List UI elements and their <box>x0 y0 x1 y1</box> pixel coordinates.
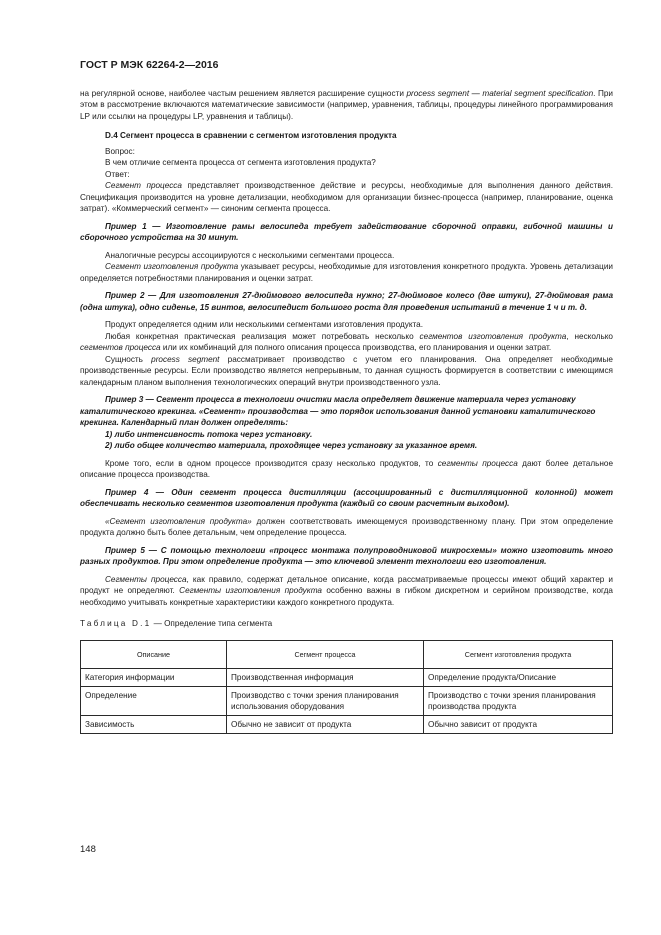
paragraph-implementation <box>80 331 613 354</box>
table-caption-text: — Определение типа сегмента <box>151 619 273 628</box>
table-cell: Производственная информация <box>227 668 424 686</box>
column-header-product-segment: Сегмент изготовления продукта <box>424 640 613 668</box>
italic-term: process segment — material segment specification <box>406 88 594 98</box>
table-cell: Определение продукта/Описание <box>424 668 613 686</box>
example-2-text: — Для изготовления 27-дюймового велосипеда нужно; 27-дюймовое колесо (две штуки), 27-дюймовая рама (одна штука), одно сиденье, 15 винтов, велосипедист большого роста для проведения испытаний в течение 1 ч и т. д. <box>80 291 613 312</box>
italic-term: Сегменты процесса <box>105 574 187 584</box>
italic-term: Сегменты изготовления продукта <box>179 586 322 595</box>
text-run: , несколько <box>566 331 613 341</box>
example-5-label: Пример 5 <box>105 545 145 555</box>
question-text: В чем отличие сегмента процесса от сегмента изготовления продукта? <box>105 158 376 167</box>
answer-text <box>80 180 613 215</box>
paragraph-product-definition <box>80 319 613 331</box>
example-3-item: 1) либо интенсивность потока через установку. <box>105 429 313 439</box>
italic-term: process segment <box>151 354 220 364</box>
table-cell: Зависимость <box>81 715 227 733</box>
text-run: Кроме того, если в одном процессе производится сразу несколько продуктов, то <box>105 458 438 468</box>
paragraph-production-plan <box>80 516 613 539</box>
text-run: или их комбинаций для полного описания процесса производства, его планирования и оценки затрат. <box>160 343 552 352</box>
paragraph-multiple-products <box>80 458 613 481</box>
italic-term: сегменты процесса <box>437 458 518 468</box>
table-row <box>81 686 613 715</box>
example-2 <box>80 290 613 313</box>
segment-type-table <box>80 640 613 734</box>
text-run: рассматривает производство с учетом его планирования. Она определяет необходимые производственные ресурсы. Если производство является непрерывным, то данная сущность формируется в соответствии с имеющимся календарным планом выполнения технологических операций внутри производственного узла. <box>80 354 613 387</box>
example-2-label: Пример 2 <box>105 291 145 300</box>
example-3 <box>80 394 613 429</box>
table-cell: Определение <box>81 686 227 715</box>
example-3-text: — Сегмент процесса в технологии очистки масла определяет движение материала через установку каталитического крекинга. «Сегмент» производства — это порядок использования данной установки каталитического крекинга. Календарный план должен определять: <box>80 395 596 427</box>
example-5 <box>80 545 613 568</box>
text-run: Сущность <box>105 354 152 364</box>
text-run: должен соответствовать имеющемуся производственному плану. При этом определение продукта должно быть более детальным, чем определение процесса. <box>80 516 613 537</box>
intro-paragraph <box>80 88 613 123</box>
table-cell: Обычно не зависит от продукта <box>227 715 424 733</box>
table-cell: Производство с точки зрения планирования производства продукта <box>424 686 613 715</box>
paragraph-process-segment <box>80 354 613 389</box>
answer-label: Ответ: <box>105 169 130 179</box>
table-cell: Категория информации <box>81 668 227 686</box>
column-header-process-segment: Сегмент процесса <box>227 640 424 668</box>
page-number: 148 <box>80 844 96 855</box>
text-run: дают более детальное описание процесса производства. <box>80 458 613 479</box>
example-5-text: — С помощью технологии «процесс монтажа полупроводниковой микросхемы» можно изготовить много разных продуктов. При этом определение продукта — это ключевой элемент технологии его изготовления. <box>80 545 613 566</box>
paragraph-resources <box>80 250 613 262</box>
section-title: D.4 Сегмент процесса в сравнении с сегментом изготовления продукта <box>105 131 397 140</box>
example-4-label: Пример 4 <box>105 487 149 497</box>
text-run: Аналогичные ресурсы ассоциируются с несколькими сегментами процесса. <box>105 250 395 260</box>
table-caption <box>80 618 613 630</box>
example-4-text: — Один сегмент процесса дистилляции (ассоциированный с дистилляционной колонной) может обеспечивать несколько сегментов изготовления продукта (каждый со своим расчетным выходом). <box>80 487 613 508</box>
table-caption-label: Таблица D.1 <box>80 619 152 628</box>
example-4 <box>80 487 613 510</box>
text-run: , как правило, содержат детальное описание, когда рассматриваемые процессы имеют общий характер и продукт не определяют. <box>80 574 613 595</box>
text-run: представляет производственное действие и ресурсы, необходимые для выполнения данного действия. Спецификация производится на уровне детализации, необходимом для организации бизнес-процесса (например, планирование, оценка затрат). «Коммерческий сегмент» — синоним сегмента процесса. <box>80 181 613 213</box>
text-run: указывает ресурсы, необходимые для изготовления конкретного продукта. Уровень детализации определяется потребностями планирования и оценки затрат. <box>80 262 613 283</box>
italic-term: «Сегмент изготовления продукта» <box>105 516 252 526</box>
table-cell: Обычно зависит от продукта <box>424 715 613 733</box>
italic-term: сегментов процесса <box>80 343 161 352</box>
table-row <box>81 668 613 686</box>
italic-term: сегментов изготовления продукта <box>419 331 567 341</box>
italic-term: Сегмент процесса <box>105 181 182 190</box>
example-3-label: Пример 3 <box>105 395 144 404</box>
standard-header: ГОСТ Р МЭК 62264-2—2016 <box>80 59 219 71</box>
table-row <box>81 715 613 733</box>
example-1-label: Пример 1 <box>105 221 147 231</box>
example-3-item: 2) либо общее количество материала, проходящее через установку за указанное время. <box>105 441 478 450</box>
text-run: Любая конкретная практическая реализация может потребовать несколько <box>105 331 420 341</box>
text-run: Продукт определяется одним или несколькими сегментами изготовления продукта. <box>105 320 423 329</box>
table-header-row <box>81 640 613 668</box>
italic-term: Сегмент изготовления продукта <box>105 262 239 271</box>
column-header-description: Описание <box>81 640 227 668</box>
paragraph-segments-detail <box>80 574 613 609</box>
paragraph-product-segment <box>80 261 613 284</box>
text-run: особенно важны в гибком дискретном и серийном производстве, когда необходимо учитывать конкретные характеристики каждого конкретного продукта. <box>80 586 613 607</box>
text-run: на регулярной основе, наиболее частым решением является расширение сущности <box>80 88 407 98</box>
table-cell: Производство с точки зрения планирования использования оборудования <box>227 686 424 715</box>
question-label: Вопрос: <box>105 146 135 156</box>
text-run: . При этом в рассмотрение включаются математические зависимости (например, уравнения, таблицы, процедуры линейного программирования LP или ссылки на процедуры LP, уравнения и таблицы). <box>80 88 613 121</box>
example-1 <box>80 221 613 244</box>
example-1-text: — Изготовление рамы велосипеда требует задействование сборочной оправки, гибочной машины и сборочного устройства на 30 минут. <box>80 221 613 242</box>
